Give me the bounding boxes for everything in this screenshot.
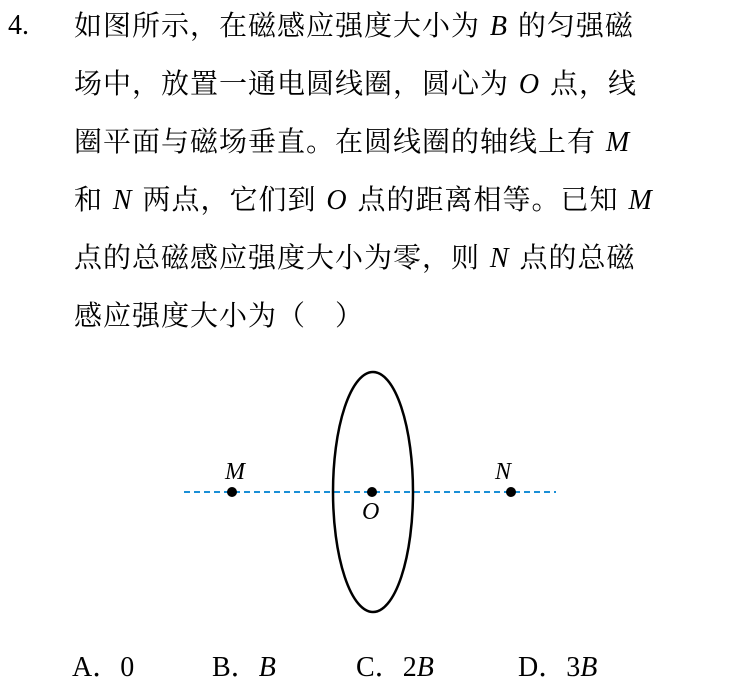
option-d[interactable]: D．3B (518, 652, 598, 683)
label-N: N (495, 459, 512, 485)
point-N-dot (506, 487, 516, 497)
label-O: O (362, 499, 380, 525)
label-M: M (225, 459, 245, 485)
question-line-1: 如图所示，在磁感应强度大小为 B 的匀强磁 (74, 9, 634, 42)
point-M-dot (227, 487, 237, 497)
question-line-3: 圈平面与磁场垂直。在圆线圈的轴线上有 M (74, 125, 631, 158)
option-a[interactable]: A．0 (72, 652, 135, 683)
question-line-2: 场中，放置一通电圆线圈，圆心为 O 点，线 (74, 67, 638, 100)
option-c-value: 2B (402, 652, 434, 683)
question-line-4: 和 N 两点，它们到 O 点的距离相等。已知 M (74, 183, 653, 216)
question-number: 4. (8, 10, 29, 41)
question-line-6: 感应强度大小为（ ） (74, 299, 365, 332)
question-line-5: 点的总磁感应强度大小为零，则 N 点的总磁 (74, 241, 636, 274)
point-O-dot (367, 487, 377, 497)
option-b[interactable]: B．B (212, 652, 276, 683)
option-c[interactable]: C．2B (356, 652, 434, 683)
option-d-value: 3B (566, 652, 598, 683)
